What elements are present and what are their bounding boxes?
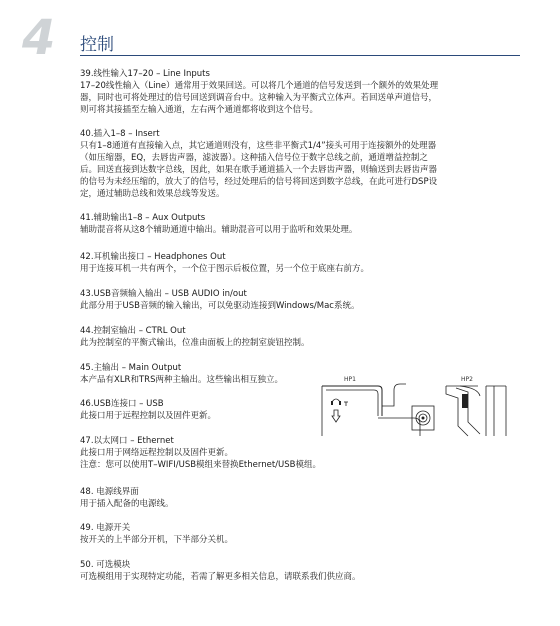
section-body-line: 器，同时也可将处理过的信号回送到调音台中。这种输入为平衡式立体声。若回送单声道信号， (80, 93, 438, 103)
section-body-line: 后。回送直接到达数字总线，因此，如果在歌手通道插入一个去唇齿声器，则输送到去唇齿声器 (80, 165, 438, 175)
chapter-number: 4 (22, 10, 56, 66)
section-body-line: 此部分用于USB音频的输入输出，可以免驱动连接到Windows/Mac系统。 (80, 301, 360, 311)
section-heading: 48. 电源线界面 (80, 487, 139, 497)
section-heading: 40.插入1–8 – Insert (80, 129, 160, 139)
section-body-line: 用于连接耳机一共有两个，一个位于图示后板位置，另一个位于底座右前方。 (80, 264, 370, 274)
section-heading: 43.USB音频输入输出 – USB AUDIO in/out (80, 289, 247, 299)
section-body-line: 用于插入配备的电源线。 (80, 499, 174, 509)
section-46 (80, 398, 315, 422)
section-49 (80, 522, 520, 546)
section-body-line: 则可将其接插至左输入通道，左右两个通道都将收到这个信号。 (80, 105, 319, 115)
headphone-jack-figure (318, 376, 526, 438)
hp2-label: HP2 (461, 376, 473, 383)
section-heading: 46.USB连接口 – USB (80, 399, 164, 409)
section-44 (80, 325, 520, 349)
section-body-line: 17–20线性输入（Line）通常用于效果回送。可以将几个通道的信号发送到一个额外的效果处理 (80, 81, 439, 91)
section-heading: 50. 可选模块 (80, 560, 131, 570)
section-body-line: 此为控制室的平衡式输出，位准由面板上的控制室旋钮控制。 (80, 338, 310, 348)
section-body-line: 定，通过辅助总线和效果总线等发送。 (80, 189, 225, 199)
section-heading: 49. 电源开关 (80, 523, 131, 533)
section-42 (80, 251, 520, 275)
section-heading: 44.控制室输出 – CTRL Out (80, 326, 186, 336)
section-47 (80, 435, 520, 471)
section-43 (80, 288, 520, 312)
section-40 (80, 128, 520, 200)
section-body-line: 此接口用于网络远程控制以及固件更新。 (80, 448, 234, 458)
section-body-line: 本产品有XLR和TRS两种主输出。这些输出相互独立。 (80, 375, 283, 385)
section-39 (80, 68, 520, 116)
section-body-line: 辅助混音将从这8个辅助通道中输出。辅助混音可以用于监听和效果处理。 (80, 225, 358, 235)
section-body-line: 此接口用于远程控制以及固件更新。 (80, 411, 217, 421)
section-heading: 47.以太网口 – Ethernet (80, 436, 174, 446)
section-50 (80, 559, 520, 583)
section-body-line: 按开关的上半部分开机，下半部分关机。 (80, 535, 234, 545)
section-heading: 45.主输出 – Main Output (80, 363, 182, 373)
section-heading: 41.辅助输出1–8 – Aux Outputs (80, 213, 206, 223)
section-41 (80, 212, 520, 236)
section-48 (80, 486, 520, 510)
title-rule (80, 55, 520, 56)
hp1-label: HP1 (344, 376, 356, 383)
section-heading: 42.耳机输出接口 – Headphones Out (80, 252, 226, 262)
chapter-title: 控制 (80, 35, 114, 55)
section-body-line: 注意：您可以使用T–WIFI/USB模组来替换Ethernet/USB模组。 (80, 460, 321, 470)
section-body-line: 可选模组用于实现特定功能，若需了解更多相关信息，请联系我们供应商。 (80, 572, 361, 582)
section-45 (80, 362, 315, 386)
section-body-line: 只有1–8通道有直接输入点，其它通道则没有，这些非平衡式1/4”接头可用于连接额外的处理器 (80, 141, 437, 151)
section-body-line: 的信号为未经压缩的，放大了的信号，经过处理后的信号将回送到数字总线，在此可进行DSP设 (80, 177, 438, 187)
section-body-line: （如压缩器，EQ，去唇齿声器，滤波器）。这种插入信号位于数字总线之前，通道增益控制之 (80, 153, 428, 163)
section-heading: 39.线性输入17–20 – Line Inputs (80, 69, 210, 79)
headphone-jack-drawing (318, 376, 526, 438)
